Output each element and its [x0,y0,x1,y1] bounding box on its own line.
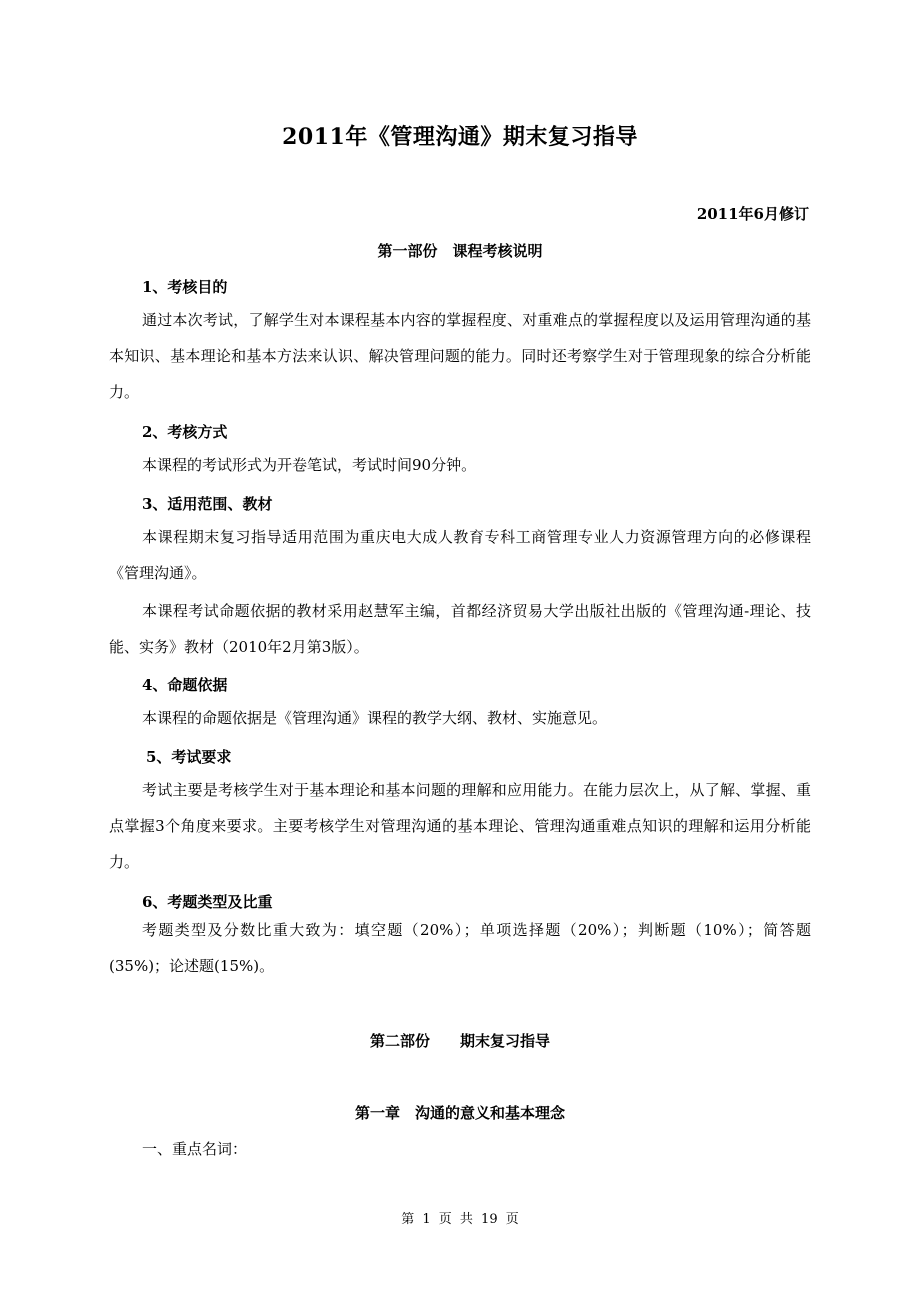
revision-date: 2011年6月修订 [696,205,809,223]
section-paragraph: 考题类型及分数比重大致为：填空题（20%）；单项选择题（20%）；判断题（10%）；简答题(35%)；论述题(15%)。 [109,921,811,975]
chapter1-heading: 第一章 沟通的意义和基本理念 [354,1104,565,1122]
part2-heading: 第二部份 期末复习指导 [369,1032,550,1050]
section-heading: 6、考题类型及比重 [142,893,273,911]
section-paragraph: 本课程的命题依据是《管理沟通》课程的教学大纲、教材、实施意见。 [142,709,608,727]
section-paragraph: 考试主要是考核学生对于基本理论和基本问题的理解和应用能力。在能力层次上，从了解、掌握、重点掌握3个角度来要求。主要考核学生对管理沟通的基本理论、管理沟通重难点知识的理解和运用分析能力。 [109,781,811,871]
section-paragraph: 通过本次考试，了解学生对本课程基本内容的掌握程度、对重难点的掌握程度以及运用管理沟通的基本知识、基本理论和基本方法来认识、解决管理问题的能力。同时还考察学生对于管理现象的综合分析能力。 [109,311,811,401]
key-terms-heading: 一、重点名词： [142,1140,248,1158]
section-paragraph: 本课程的考试形式为开卷笔试，考试时间90分钟。 [142,456,477,474]
document-title: 2011年《管理沟通》期末复习指导 [282,124,638,150]
section-heading: 3、适用范围、教材 [142,495,273,513]
section-heading: 2、考核方式 [142,423,228,441]
page-footer: 第 1 页 共 19 页 [401,1212,519,1227]
section-heading: 4、命题依据 [142,676,228,694]
section-paragraph: 本课程期末复习指导适用范围为重庆电大成人教育专科工商管理专业人力资源管理方向的必修课程《管理沟通》。 [109,528,811,582]
section-paragraph: 本课程考试命题依据的教材采用赵慧军主编，首都经济贸易大学出版社出版的《管理沟通-理论、技能、实务》教材（2010年2月第3版）。 [109,602,811,656]
section-heading: 1、考核目的 [142,278,228,296]
part1-heading: 第一部份 课程考核说明 [377,242,543,260]
section-heading: 5、考试要求 [146,748,232,766]
